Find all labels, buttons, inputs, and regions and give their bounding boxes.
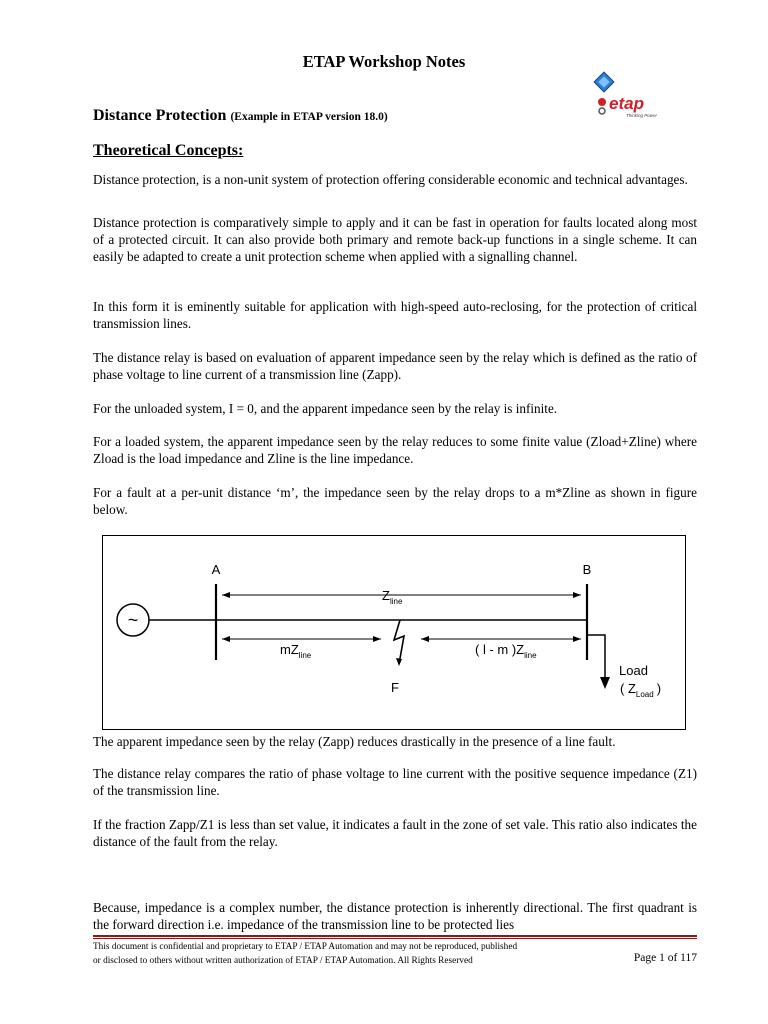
paragraph: For the unloaded system, I = 0, and the apparent impedance seen by the relay is infinite. [93,401,558,416]
section-heading [93,107,388,125]
lm-label: ( l - m )$Z_{line}$ [475,642,537,660]
paragraph: In this form it is eminently suitable for application with high-speed auto-reclosing, for the protection of critical transmission lines. [93,299,697,331]
paragraph: The distance relay is based on evaluation of apparent impedance seen by the relay which is defined as the ratio of phase voltage to line current of a transmission line (Zapp). [93,350,697,382]
label-a: A [211,562,221,577]
paragraph: Distance protection, is a non-unit system of protection offering considerable economic and technical advantages. [93,172,688,187]
source-tilde: ~ [127,610,139,630]
fault-label: F [391,680,399,695]
label-b: B [582,562,592,577]
zline-label: $Z_{line}$ [382,588,403,606]
etap-logo [590,70,670,120]
document-title: ETAP Workshop Notes [302,52,466,71]
fault-symbol [394,620,404,664]
page-number: Page 1 of 117 [633,952,697,964]
fault-diagram [102,535,686,730]
paragraph: The apparent impedance seen by the relay (Zapp) reduces drastically in the presence of a line fault. [93,734,616,749]
footer-line-1: This document is confidential and proprietary to ETAP / ETAP Automation and may not be reproduced, published [93,942,518,952]
paragraph: Distance protection is comparatively simple to apply and it can be fast in operation for faults located along most of a protected circuit. It can also provide both primary and remote back-up functions in a single scheme. It can easily be adapted to create a unit protection scheme when applied with a signalling channel. [93,215,697,264]
section-title: Distance Protection [93,107,227,124]
footer-rule-thin [93,938,697,939]
logo-text: etap [609,94,644,113]
paragraph: If the fraction Zapp/Z1 is less than set value, it indicates a fault in the zone of set vale. This ratio also indicates the distance of the fault from the relay. [93,817,697,849]
mz-label: $mZ_{line}$ [280,642,312,660]
footer-line-2: or disclosed to others without written authorization of ETAP / ETAP Automation. All Rights Reserved [93,956,473,966]
section-note: (Example in ETAP version 18.0) [230,111,388,123]
footer-disclaimer [93,940,593,968]
load-label: Load [619,663,648,678]
zload-label: ( $Z_{Load}$ ) [620,681,662,699]
subsection-heading: Theoretical Concepts: [93,142,244,159]
paragraph: Because, impedance is a complex number, the distance protection is inherently directional. The first quadrant is the forward direction i.e. impedance of the transmission line to be protected lies [93,900,697,932]
paragraph: The distance relay compares the ratio of phase voltage to line current with the positive sequence impedance (Z1) of the transmission line. [93,766,697,798]
logo-tagline: Thinking Power [626,113,658,118]
paragraph: For a loaded system, the apparent impedance seen by the relay reduces to some finite value (Zload+Zline) where Zload is the load impedance and Zline is the line impedance. [93,434,697,466]
paragraph: For a fault at a per-unit distance ‘m’, the impedance seen by the relay drops to a m*Zline as shown in figure below. [93,485,697,517]
footer-rule [93,935,697,937]
